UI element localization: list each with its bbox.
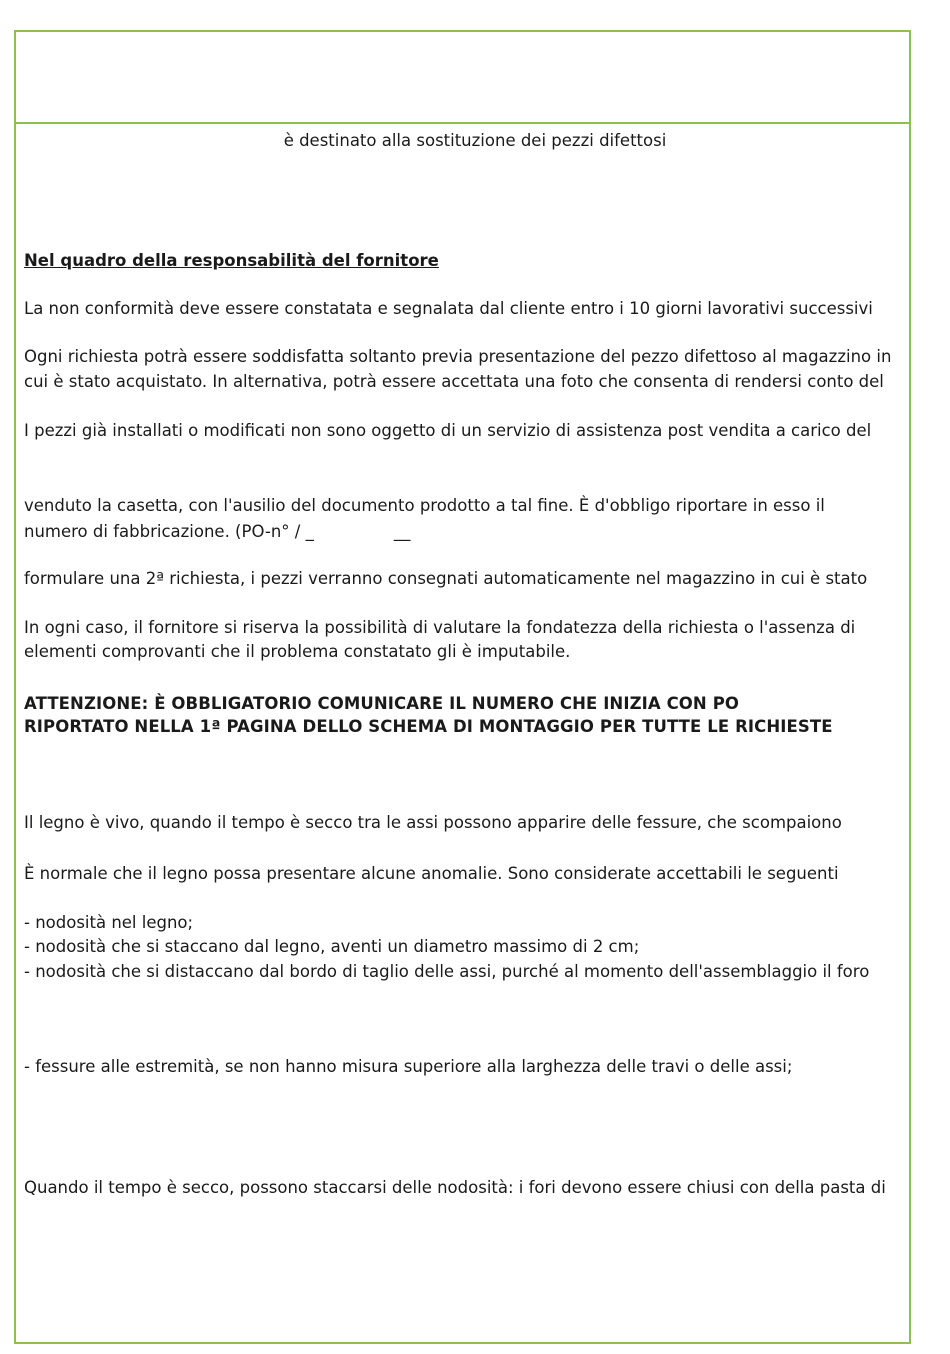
paragraph-document-line-1: venduto la casetta, con l'ausilio del documento prodotto a tal fine. È d'obbligo riportare in esso il <box>24 496 825 515</box>
header-band <box>16 32 909 124</box>
warning-line-1: ATTENZIONE: È OBBLIGATORIO COMUNICARE IL NUMERO CHE INIZIA CON PO <box>24 694 740 713</box>
section-heading: Nel quadro della responsabilità del fornitore <box>24 251 439 270</box>
fabrication-number-prefix: numero di fabbricazione. (PO-n° / _ <box>24 522 314 541</box>
warning-line-2: RIPORTATO NELLA 1ª PAGINA DELLO SCHEMA DI MONTAGGIO PER TUTTE LE RICHIESTE <box>24 717 833 736</box>
paragraph-wood-anomalies: È normale che il legno possa presentare alcune anomalie. Sono considerate accettabili le seguenti <box>24 864 839 883</box>
list-item-detached-knots: - nodosità che si staccano dal legno, aventi un diametro massimo di 2 cm; <box>24 937 640 956</box>
paragraph-supplier-line-1: In ogni caso, il fornitore si riserva la possibilità di valutare la fondatezza della richiesta o l'assenza di <box>24 618 856 637</box>
paragraph-document-line-2 <box>24 520 410 543</box>
fabrication-number-suffix: __ <box>393 522 411 541</box>
page-frame <box>14 30 911 1344</box>
paragraph-dry-weather: Quando il tempo è secco, possono staccarsi delle nodosità: i fori devono essere chiusi con della pasta di <box>24 1178 886 1197</box>
paragraph-supplier-line-2: elementi comprovanti che il problema constatato gli è imputabile. <box>24 642 571 661</box>
list-item-edge-knots: - nodosità che si distaccano dal bordo di taglio delle assi, purché al momento dell'assemblaggio il foro <box>24 962 870 981</box>
paragraph-installed-parts: I pezzi già installati o modificati non sono oggetto di un servizio di assistenza post vendita a carico del <box>24 421 872 440</box>
intro-line: è destinato alla sostituzione dei pezzi difettosi <box>283 131 667 150</box>
paragraph-second-request: formulare una 2ª richiesta, i pezzi verranno consegnati automaticamente nel magazzino in cui è stato <box>24 569 868 588</box>
paragraph-request-line-1: Ogni richiesta potrà essere soddisfatta soltanto previa presentazione del pezzo difettoso al magazzino in <box>24 347 892 366</box>
paragraph-request-line-2: cui è stato acquistato. In alternativa, potrà essere accettata una foto che consenta di rendersi conto del <box>24 372 884 391</box>
paragraph-nonconformity: La non conformità deve essere constatata e segnalata dal cliente entro i 10 giorni lavorativi successivi <box>24 299 873 318</box>
list-item-knots: - nodosità nel legno; <box>24 913 194 932</box>
list-item-end-cracks: - fessure alle estremità, se non hanno misura superiore alla larghezza delle travi o delle assi; <box>24 1057 793 1076</box>
paragraph-wood-alive: Il legno è vivo, quando il tempo è secco tra le assi possono apparire delle fessure, che scompaiono <box>24 813 842 832</box>
